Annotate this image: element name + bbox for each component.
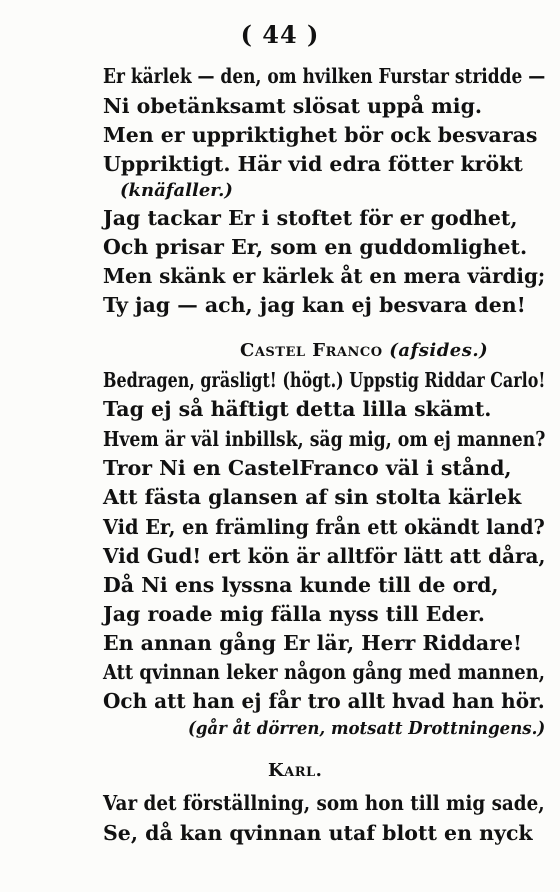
verse-line: Jag tackar Er i stoftet för er godhet, [103, 206, 518, 230]
verse-line: Er kärlek — den, om hvilken Furstar stridde — [103, 64, 546, 88]
verse-line: Att fästa glansen af sin stolta kärlek [103, 485, 522, 509]
stage-direction: (går åt dörren, motsatt Drottningens.) [188, 718, 546, 739]
verse-line: Tag ej så häftigt detta lilla skämt. [103, 397, 492, 421]
speaker-name: Castel Franco [240, 340, 383, 361]
speaker-heading [268, 760, 322, 781]
verse-line: Ni obetänksamt slösat uppå mig. [103, 94, 483, 118]
stage-direction: (knäfaller.) [120, 180, 233, 201]
verse-line: Ty jag — ach, jag kan ej besvara den! [103, 293, 526, 317]
verse-line: Och prisar Er, som en guddomlighet. [103, 235, 528, 259]
verse-line: Och att han ej får tro allt hvad han hör. [103, 689, 545, 713]
verse-line: Men er uppriktighet bör ock besvaras [103, 123, 538, 147]
verse-line: Jag roade mig fälla nyss till Eder. [103, 602, 485, 626]
verse-line: Bedragen, gräsligt! (högt.) Uppstig Riddar Carlo! [103, 368, 546, 392]
speaker-name: Karl. [268, 760, 323, 781]
verse-line: Var det förställning, som hon till mig sade, [103, 791, 545, 815]
speaker-direction: (afsides.) [389, 340, 489, 361]
verse-line: Uppriktigt. Här vid edra fötter krökt [103, 152, 523, 176]
verse-line: Tror Ni en CastelFranco väl i stånd, [103, 456, 512, 480]
verse-line: Att qvinnan leker någon gång med mannen, [103, 660, 545, 684]
page-number: ( 44 ) [240, 20, 320, 49]
verse-line: Men skänk er kärlek åt en mera värdig; [103, 264, 546, 288]
verse-line: En annan gång Er lär, Herr Riddare! [103, 631, 523, 655]
verse-line: Då Ni ens lyssna kunde till de ord, [103, 573, 499, 597]
speaker-heading [240, 340, 488, 361]
verse-line: Vid Er, en främling från ett okändt land? [103, 515, 545, 539]
verse-line: Hvem är väl inbillsk, säg mig, om ej mannen? [103, 427, 546, 451]
verse-line: Se, då kan qvinnan utaf blott en nyck [103, 821, 533, 845]
verse-line: Vid Gud! ert kön är alltför lätt att dåra, [103, 544, 546, 568]
